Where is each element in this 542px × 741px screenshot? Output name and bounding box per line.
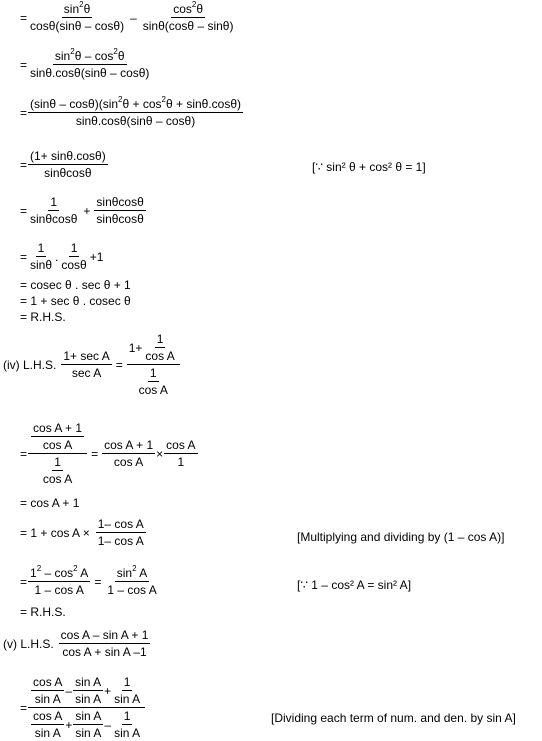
step-2: = $\frac{\sin^2\theta - \cos^2\theta}{\sin\theta.\cos\theta(\sin\theta - \cos\theta)}$ [20,47,150,80]
fraction: $\frac{\sin^2\theta}{\cos\theta(\sin\theta - \cos\theta)}$ [30,0,125,33]
part-iv-step-4: = 1 + cos A × 1– cos A 1– cos A [20,517,144,548]
fraction: $\frac{\sin\theta\cos\theta}{\sin\theta\cos\theta}$ [96,195,144,226]
fraction: $\frac{(\sin\theta - \cos\theta)(\sin^2\theta + \cos^2\theta + \sin\theta.\cos\theta)}{\sin\theta.\cos\theta(\sin\theta - \cos\theta)}$ [30,95,242,128]
fraction: $\frac{1}{\sin\theta}$ [30,241,53,272]
fraction: 1– cos A 1– cos A [97,517,144,548]
compound-fraction: 1+ $\frac{1}{\text{cos A}}$ $\frac{1}{\text{cos A}}$ [127,333,180,396]
part-v-step-2: = cos A sin A – sin A sin A + $\frac{1}{\text{sin A}}$ cos A sin A + $\frac{\text{sin A}}{\text{sin A}}$ – 1 sin A [20,676,146,739]
fraction: $\frac{\sin^2\theta - \cos^2\theta}{\sin\theta.\cos\theta(\sin\theta - \cos\theta)}$ [30,47,150,80]
step-4: = $\frac{(1+ \sin\theta.\cos\theta)}{\sin\theta\cos\theta}$ [20,149,106,180]
step-1: = $\frac{\sin^2\theta}{\cos\theta(\sin\theta - \cos\theta)}$ – $\cos^2\theta$ sinθ(cosθ – sinθ) [20,0,234,33]
reason-note: [Dividing each term of num. and den. by sin A] [271,711,516,725]
step-6: = $\frac{1}{\sin\theta}$ . 1 cosθ +1 [20,241,104,272]
compound-fraction: cos A sin A – sin A sin A + $\frac{1}{\text{sin A}}$ cos A sin A + $\frac{\text{sin A}}{\text{sin A}}$ – 1 sin A [28,676,145,739]
part-v-lhs: (v) L.H.S. cos A – sin A + 1 cos A + sin A –1 [3,628,149,659]
rhs-1: = R.H.S. [20,310,66,324]
fraction: 1 cosθ [61,241,87,272]
part-iv-step-2: = $\frac{\frac{\text{cos A + 1}}{\text{cos A}}}{\frac{1}{\text{cos A}}}$ = $\frac{\text{cos A + 1}}{\text{cos A}}$ × $\frac{\text{cos A}}{1}$ [20,421,196,486]
fraction: 1+ sec A sec A [63,349,110,380]
fraction: $\frac{\text{cos A}}{1}$ [166,438,196,469]
fraction: $\cos^2\theta$ sinθ(cosθ – sinθ) [142,0,234,33]
part-iv-step-3: = cos A + 1 [20,496,80,510]
fraction: $\frac{\text{cos A + 1}}{\text{cos A}}$ [104,438,154,469]
step-3: = $\frac{(\sin\theta - \cos\theta)(\sin^2\theta + \cos^2\theta + \sin\theta.\cos\theta)}{\sin\theta.\cos\theta(\sin\theta - \cos\theta)}$ [20,95,242,128]
reason-note: [∵ sin² θ + cos² θ = 1] [312,160,426,174]
step-7: = cosec θ . sec θ + 1 [20,278,131,292]
fraction: $\frac{1^2 - \cos^2 A}{\text{1 – cos A}}$ [30,564,89,597]
fraction: cos A – sin A + 1 cos A + sin A –1 [60,628,149,659]
fraction: $\frac{(1+ \sin\theta.\cos\theta)}{\sin\theta\cos\theta}$ [30,149,106,180]
part-iv-step-5: = $\frac{1^2 - \cos^2 A}{\text{1 – cos A}}$ = $\frac{\sin^2 A}{\text{1 – cos A}}$ [20,564,157,597]
step-5: = $\frac{1}{\sin\theta\cos\theta}$ + $\frac{\sin\theta\cos\theta}{\sin\theta\cos\theta}$ [20,195,144,226]
rhs-2: = R.H.S. [20,605,66,619]
fraction: $\frac{1}{\sin\theta\cos\theta}$ [30,195,78,226]
reason-note: [Multiplying and dividing by (1 – cos A)] [297,530,505,544]
part-iv-lhs: (iv) L.H.S. 1+ sec A sec A = 1+ $\frac{1}{\text{cos A}}$ $\frac{1}{\text{cos A}}$ [3,333,181,396]
compound-fraction: $\frac{\frac{\text{cos A + 1}}{\text{cos A}}}{\frac{1}{\text{cos A}}}$ [28,422,87,485]
fraction: $\frac{\sin^2 A}{\text{1 – cos A}}$ [107,564,157,597]
step-8: = 1 + sec θ . cosec θ [20,294,131,308]
reason-note: [∵ 1 – cos² A = sin² A] [297,578,412,592]
